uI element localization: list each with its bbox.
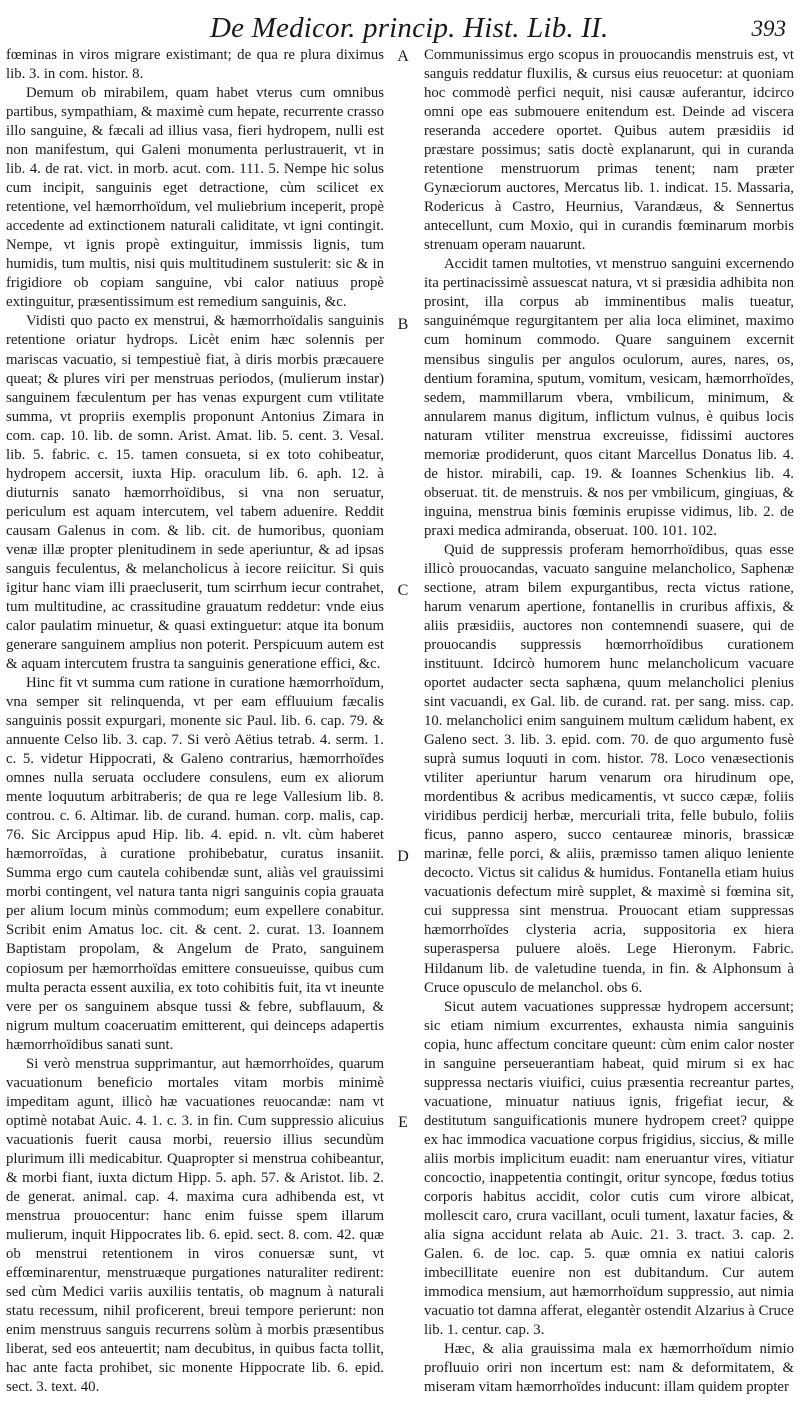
margin-letter-c: C (397, 582, 409, 599)
page-number: 393 (751, 16, 786, 41)
margin-letter-e: E (398, 1114, 408, 1131)
paragraph: Sicut autem vacuationes suppressæ hydropem accersunt; sic etiam nimium excurrentes, exhausta nimia sanguinis copia, hunc affectum concitare queunt: cùm enim calor noster in sanguine perseuerantiam habeat, quid mirum si ex hac suppressa nectaris viuifici, cuius præsentia recreantur partes, vacuatione, minuatur natiuus ignis, frigefiat iecur, & destitutum sanguificationis munere hydropem creet? quippe ex hac immodica vacuatione corpus frigidius, siccius, & mille aliis morbis implicitum euadit: nam eneruantur vires, vitiatur concoctio, inappetentia contingit, oritur syncope, fœdus totius corporis habitus accidit, color cutis cum virore albicat, mollescit caro, crura vacillant, oculi tument, laxatur facies, & alia signa accidunt relata ab Auic. 21. 3. tract. 3. cap. 2. Galen. 6. de loc. cap. 5. quæ omnia ex natiui caloris imbecillitate euenire non est dubitandum. Cur autem immodica mensium, aut hæmorrhoïdum suppressio, aut nimia vacuatio tot damna afferat, elegantèr ostendit Alzarius à Cruce lib. 1. centur. cap. 3. (424, 998, 794, 1339)
paragraph: Demum ob mirabilem, quam habet vterus cum omnibus partibus, sympathiam, & maximè cum hepate, recurrente crasso illo sanguine, & fæcali ad illius vasa, fieri hydropem, nulli est non manifestum, qui Galeni monumenta perlustrauerit, vt in lib. 4. de rat. vict. in morb. acut. com. 111. 5. Nempe hic solus cum incipit, sanguinis eget detractione, cùm scilicet ex retentione, vel hæmorrhoïdum, vel muliebrium inceperit, propè accedente ad extinctionem naturali caliditate, vt igni contingit. Nempe, vt ignis propè extinguitur, immissis lignis, tum humidis, tum multis, nisi quis multitudinem sustulerit: sic & in frigidiore ob copiam sanguine, vbi calor natiuus propè extinguitur, præsentissimum est remedium sanguinis, &c. (6, 85, 384, 311)
paragraph: fœminas in viros migrare existimant; de qua re plura diximus lib. 3. in com. histor. 8. (6, 47, 384, 83)
margin-letter-b: B (397, 316, 409, 333)
left-column (6, 46, 384, 1397)
right-column (424, 46, 794, 1397)
paragraph: Hæc, & alia grauissima mala ex hæmorrhoïdum nimio profluuio oriri non incertum est: nam & deformitatem, & miseram vitam hæmorrhoïdes inducunt: illam quidem propter (424, 1341, 794, 1396)
running-title: De Medicor. princip. Hist. Lib. II. (210, 12, 609, 44)
margin-letter-d: D (397, 848, 409, 865)
paragraph: Communissimus ergo scopus in prouocandis menstruis est, vt sanguis reddatur fluxilis, & cursus eius reuocetur: at quoniam hoc commodè perfici nequit, nisi causæ auferantur, idcirco omni ope eas submouere enitendum est. Deinde ad viscera reseranda accedere oportet. Quibus autem præsidiis id præstare possimus; satis doctè explanarunt, qui in curanda retentione menstruorum primas tenent; nam præter Gynæciorum auctores, Mercatus lib. 1. indicat. 15. Massaria, Rodericus à Castro, Heurnius, Varandæus, & Sennertus antecellunt, cum Moxio, qui in curandis fœminarum morbis strenuam operam nauarunt. (424, 47, 794, 254)
paragraph: Si verò menstrua supprimantur, aut hæmorrhoïdes, quarum vacuationum beneficio mortales vitam morbis minimè impeditam agunt, illicò hæ vacuationes reuocandæ: nam vt optimè notabat Auic. 4. 1. c. 3. in fin. Cum suppressio alicuius vacuationis fuerit causa morbi, reuersio illius secundùm plurimum illi medicabitur. Quapropter si menstrua cohibeantur, & morbi fiant, iuxta dictum Hipp. 5. aph. 57. & Aristot. lib. 2. de generat. animal. cap. 4. maxima cura adhibenda est, vt menstrua prouocentur: hanc enim fuisse spem illarum mulierum, inquit Hippocrates lib. 6. epid. sect. 8. com. 42. quæ ob menstrui retentionem in viros conuersæ sunt, vt effœminarentur, menstruæque purgationes naturaliter redirent: sed cùm Medici variis auxiliis tentatis, ob magnum à naturali statu recessum, nihil proficerent, breui tempore perierunt: non enim menstruus sanguis recurrens solùm à morbis præsentibus liberat, sed eos anteuertit; nam decubitus, in quibus facta tollit, hac ante facta prohibet, sic monente Hippocrate lib. 6. epid. sect. 3. text. 40. (6, 1055, 384, 1396)
paragraph: Accidit tamen multoties, vt menstruo sanguini excernendo ita pertinacissimè assuescat natura, vt si præsidia adhibita non prosint, illa corpus ab imminentibus malis tueatur, sanguinémque regurgitantem per alia loca eliminet, maximo cum hominum commodo. Quare sanguinem excernit mensibus singulis per angulos oculorum, aures, nares, os, dentium foramina, sputum, vomitum, vesicam, hæmorrhoïdes, sedem, mammillarum vbera, vmbilicum, minimum, & annularem manus digitum, inflictum vulnus, è quibus locis naturam vtiliter menstrua excreuisse, fidissimi auctores memoriæ prodiderunt, quos citant Marcellus Donatus lib. 4. de histor. mirabili, cap. 19. & Ioannes Schenkius lib. 4. obseruat. tit. de menstruis. & nos per vmbilicum, gingiuas, & inguina, menstrua binis fœminis erupisse vidimus, lib. 2. de praxi medica admiranda, obseruat. 100. 101. 102. (424, 256, 794, 539)
running-head (0, 6, 800, 46)
margin-letter-a: A (397, 48, 409, 65)
paragraph: Hinc fit vt summa cum ratione in curatione hæmorrhoïdum, vna semper sit relinquenda, vt per eam effluuium fæcalis sanguinis possit expurgari, monente sic Paul. lib. 6. cap. 79. & annuente Celso lib. 3. cap. 7. Si verò Aëtius tetrab. 4. serm. 1. c. 5. videtur Hippocrati, & Galeno contrarius, hæmorrhoïdes omnes nulla seruata occludere consulens, eum ex aliorum mente loquutum arbitraberis; de qua re lege Vallesium lib. 8. controu. c. 6. Altimar. lib. de curand. human. corp. malis, cap. 76. Sic Arcippus apud Hip. lib. 4. epid. n. vlt. cùm haberet hæmorroïdas, à curatione prohibebatur, curatus insaniit. Summa ergo cum cautela cohibendæ sunt, aliàs vel grauissimi morbi contingent, vel natura tanta nigri sanguinis copia grauata per alium locum minùs commodum; eum expellere conabitur. Scribit enim Amatus loc. cit. & cent. 2. curat. 13. Ioannem Baptistam propolam, & Angelum de Prato, sanguinem copiosum per hæmorrhoïdas emittere consueuisse, quibus cum multa peracta essent auxilia, ex toto cohibitis fuit, ita vt ineunte vere per os sanguinem absque tussi & febre, subflauum, & nigrum multum coaceruatim emitterent, qui deinceps adapertis hæmorrhoïdibus sanati sunt. (6, 675, 384, 1053)
paragraph: Quid de suppressis proferam hemorrhoïdibus, quas esse illicò prouocandas, vacuato sanguine melancholico, Saphenæ sectione, atram bilem expurgantibus, recta victus ratione, harum venarum apertione, fontanellis in cruribus affixis, & aliis præsidiis, auctores non contemnendi suasere, qui de prouocandis suppressis hœmorrhoïdibus curationem instituunt. Idcircò humorem hunc melancholicum vacuare oportet audacter secta saphæna, quum melancholici plenius sint vacuandi, ex Gal. lib. de curand. rat. per sang. miss. cap. 10. melancholici enim sanguinem multum cælidum habent, ex Galeno sect. 3. lib. 3. epid. com. 70. de quo argumento fusè suprà sumus loquuti in com. histor. 78. Loco venæsectionis vtiliter aperiuntur harum venarum ora hirudinum ope, mordentibus & acribus medicamentis, vt succo cæpæ, foliis viridibus perdicij herbæ, mercuriali trita, felle bubulo, foliis ficus, panno aspero, succo centaureæ minoris, brassicæ marinæ, felle porci, & aliis, præmisso tamen aliquo leniente decocto. Victus sit calidus & humidus. Fontanella etiam huius vacuationis defectum mirè supplet, & maximè si fœmina sit, cui suppressa sint menstrua. Prouocant etiam suppressas hæmorrhoïdes clysteria acria, suppositoria ex hiera superaspersa puluere aloës. Lege Hieronym. Fabric. Hildanum lib. de valetudine tuenda, in fin. & Alphonsum à Cruce opusculo de melanchol. obs 6. (424, 541, 794, 996)
paragraph: Vidisti quo pacto ex menstrui, & hæmorrhoïdalis sanguinis retentione oriatur hydrops. Licèt enim hæc solennis per mariscas vacuatio, si tempestiuè fiat, à diris morbis præcauere queat; & plures viri per menstruas periodos, (mulierum instar) sanguinem fæculentum per has venas expurgent cum vtilitate summa, vt propriis exemplis proponunt Antonius Zimara in com. cap. 10. lib. de somn. Arist. Amat. lib. 5. cent. 3. Vesal. lib. 5. fabric. c. 15. tamen consueta, si ex toto cohibeatur, hydropem accersit, iuxta Hip. oraculum lib. 6. aph. 12. à diuturnis sanato hæmorrhoïdibus, si vna non seruatur, periculum est aquam intercutem, vel tabem aduenire. Reddit causam Galenus in com. & lib. cit. de humoribus, quoniam venæ illæ propter plenitudinem in sede aperiuntur, & ad ipsas sanguis feculentus, & melancholicus à iecore reiicitur. Si quis igitur hanc viam illi praecluserit, tum scirrhum iecur contrahet, tum multitudine, ac crassitudine grauatum reddetur: vnde eius calor paulatim minuetur, & quasi extinguetur: atque ita bonum generare sanguinem amplius non poterit. Perspicuum autem est & aquam intercutem frustra ta sanguinis generatione effici, &c. (6, 313, 384, 672)
